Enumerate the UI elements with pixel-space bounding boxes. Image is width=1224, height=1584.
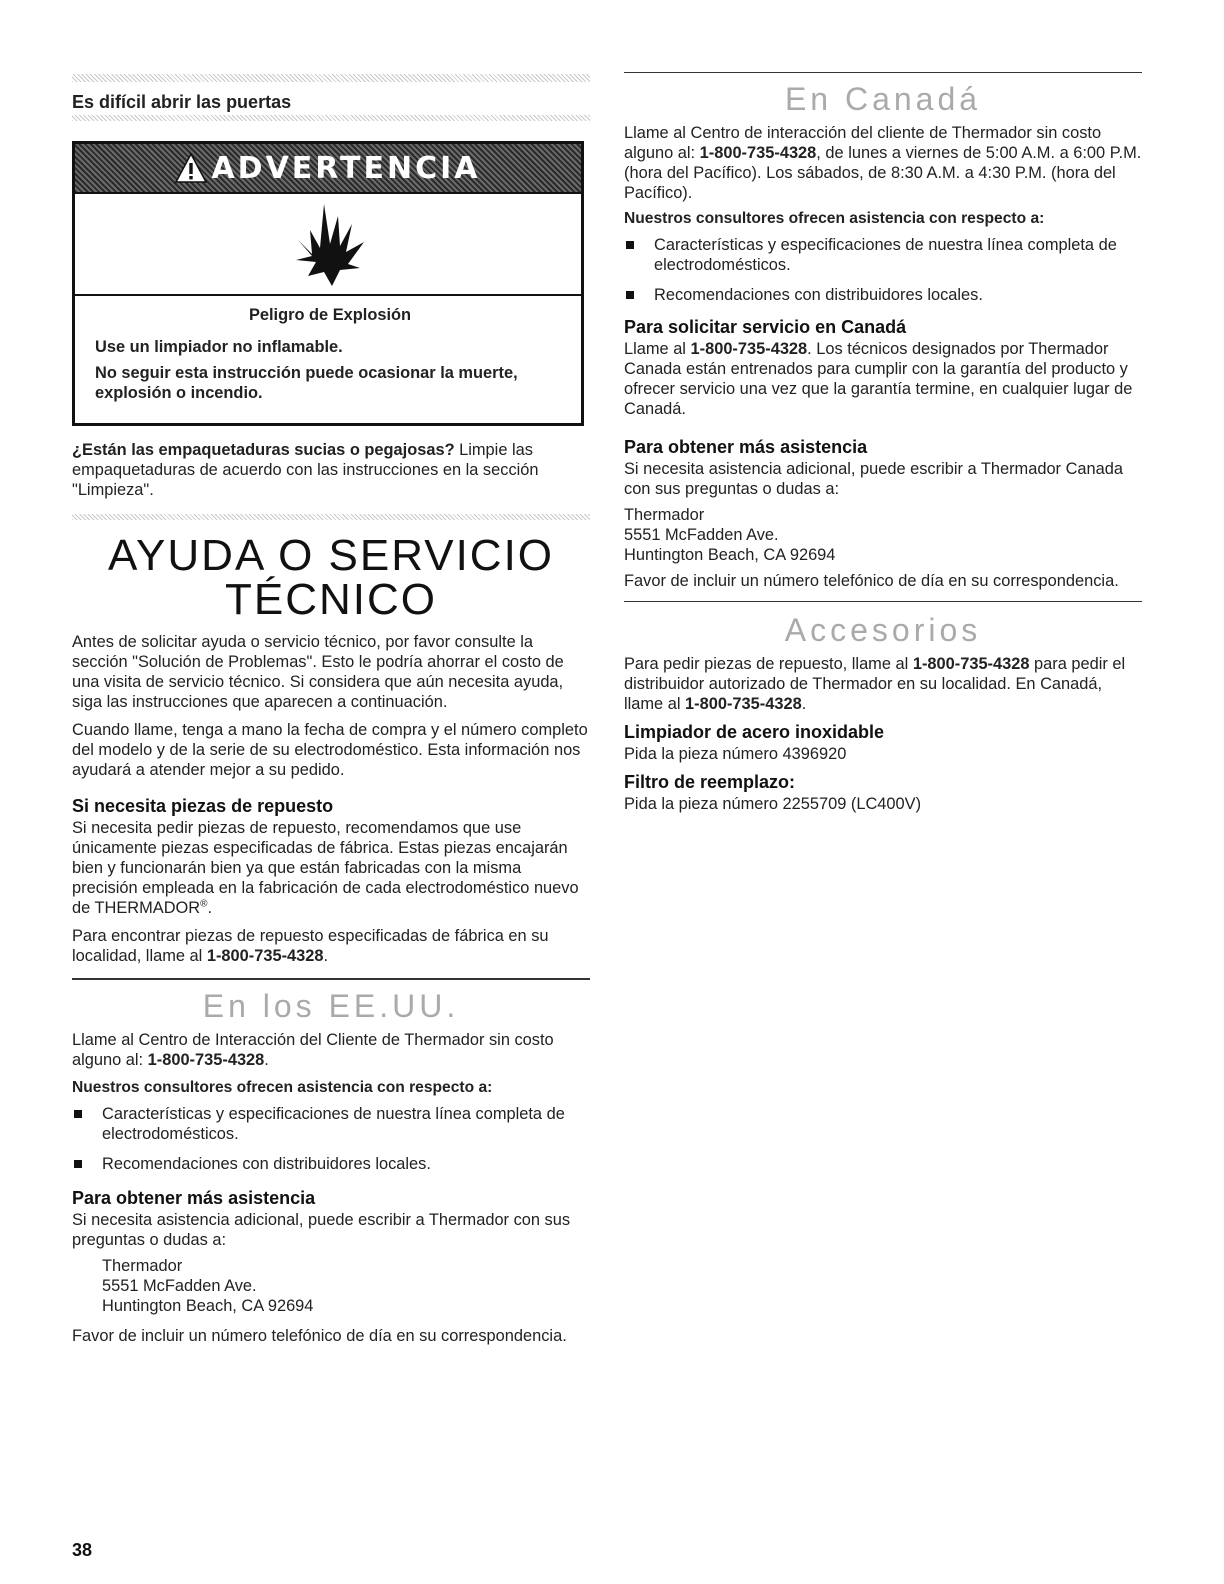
list-item: Recomendaciones con distribuidores locales. — [624, 285, 1142, 305]
registered-mark: ® — [200, 898, 208, 910]
filter-text: Pida la pieza número 2255709 (LC400V) — [624, 795, 922, 813]
parts-find-end: . — [323, 947, 329, 965]
canada-service-heading: Para solicitar servicio en Canadá — [624, 317, 907, 337]
filter-heading: Filtro de reemplazo: — [624, 772, 796, 792]
us-address-line-2: 5551 McFadden Ave. — [102, 1277, 257, 1295]
page-title — [72, 531, 590, 624]
canada-address-line-2: 5551 McFadden Ave. — [624, 526, 779, 544]
warning-line-2: No seguir esta instrucción puede ocasionar la muerte, explosión o incendio. — [95, 364, 518, 402]
canada-address-line-3: Huntington Beach, CA 92694 — [624, 546, 836, 564]
us-rule — [72, 978, 590, 980]
parts-phone: 1-800-735-4328 — [206, 947, 324, 965]
list-item: Características y especificaciones de nuestra línea completa de electrodomésticos. — [624, 235, 1142, 275]
canada-phone-note: Favor de incluir un número telefónico de día en su correspondencia. — [624, 572, 1119, 590]
canada-service-text: Llame al — [624, 340, 691, 358]
accessories-rule — [624, 601, 1142, 602]
gaskets-question: ¿Están las empaquetaduras sucias o pegajosas? — [72, 441, 455, 459]
canada-rule — [624, 72, 1142, 73]
right-column — [624, 72, 1142, 814]
parts-paragraph-2 — [72, 926, 590, 966]
issue-divider-bottom — [72, 115, 590, 121]
cleaner-text: Pida la pieza número 4396920 — [624, 745, 847, 763]
parts-find-text: Para encontrar piezas de repuesto especificadas de fábrica en su localidad, llame al — [72, 927, 549, 965]
intro-paragraph-2: Cuando llame, tenga a mano la fecha de compra y el número completo del modelo y de la serie de su electrodoméstico. Esta información nos ayudará a atender mejor a su pedido. — [72, 721, 588, 779]
page-title-line-1: AYUDA O SERVICIO — [107, 531, 555, 580]
warning-pictogram — [75, 194, 581, 296]
accessories-text-end: . — [801, 695, 807, 713]
warning-triangle-icon — [175, 153, 207, 183]
us-address-line-3: Huntington Beach, CA 92694 — [102, 1297, 314, 1315]
accessories-phone-2: 1-800-735-4328 — [685, 695, 802, 713]
canada-address-line-1: Thermador — [624, 506, 705, 524]
warning-header — [75, 144, 581, 194]
us-text-end: . — [264, 1051, 269, 1069]
us-phone-note: Favor de incluir un número telefónico de día en su correspondencia. — [72, 1327, 567, 1345]
canada-consultants: Nuestros consultores ofrecen asistencia con respecto a: — [624, 210, 1045, 227]
parts-paragraph-1 — [72, 818, 590, 918]
parts-heading: Si necesita piezas de repuesto — [72, 796, 334, 816]
accessories-paragraph — [624, 654, 1142, 714]
list-item: Características y especificaciones de nuestra línea completa de electrodomésticos. — [72, 1104, 590, 1144]
issue-title: Es difícil abrir las puertas — [72, 92, 292, 112]
accessories-phone-1: 1-800-735-4328 — [912, 655, 1030, 673]
us-more-paragraph: Si necesita asistencia adicional, puede escribir a Thermador con sus preguntas o dudas a: — [72, 1211, 571, 1249]
page-number: 38 — [72, 1540, 93, 1560]
us-phone: 1-800-735-4328 — [147, 1051, 265, 1069]
canada-bullet-list — [624, 235, 1142, 305]
us-text: Llame al Centro de Interacción del Cliente de Thermador sin costo alguno al: — [72, 1031, 554, 1069]
canada-service-text-end: . Los técnicos designados por Thermador Canada están entrenados para cumplir con la garantía del producto y ofrecer servicio una vez que la garantía termine, en cualquier lugar de Canadá. — [624, 340, 1133, 418]
us-address — [72, 1256, 590, 1316]
list-item: Recomendaciones con distribuidores locales. — [72, 1154, 590, 1174]
us-consultants: Nuestros consultores ofrecen asistencia con respecto a: — [72, 1079, 493, 1096]
warning-text — [75, 296, 581, 423]
us-paragraph — [72, 1030, 590, 1070]
issue-divider-top — [72, 74, 590, 82]
explosion-icon — [288, 202, 368, 286]
cleaner-heading: Limpiador de acero inoxidable — [624, 722, 885, 742]
us-more-heading: Para obtener más asistencia — [72, 1188, 316, 1208]
accessories-text: Para pedir piezas de repuesto, llame al — [624, 655, 913, 673]
canada-service-paragraph — [624, 339, 1142, 419]
canada-paragraph — [624, 123, 1142, 203]
page-title-line-2: TÉCNICO — [225, 575, 437, 624]
warning-subtitle: Peligro de Explosión — [248, 306, 412, 324]
canada-text-end: , de lunes a viernes de 5:00 A.M. a 6:00 P.M. (hora del Pacífico). Los sábados, de 8:30 A.M. a 4:30 P.M. (hora del Pacífico). — [624, 144, 1142, 202]
accessories-title: Accesorios — [784, 612, 982, 648]
us-bullet-list — [72, 1104, 590, 1174]
warning-box — [72, 141, 584, 426]
left-column — [72, 74, 590, 1346]
canada-phone: 1-800-735-4328 — [699, 144, 817, 162]
warning-line-1: Use un limpiador no inflamable. — [95, 338, 343, 356]
us-title: En los EE.UU. — [202, 988, 460, 1024]
canada-address — [624, 505, 1142, 565]
warning-title: ADVERTENCIA — [211, 150, 481, 186]
gaskets-paragraph — [72, 440, 590, 500]
us-address-line-1: Thermador — [102, 1257, 183, 1275]
canada-title: En Canadá — [784, 81, 982, 117]
canada-text: Llame al Centro de interacción del cliente de Thermador sin costo alguno al: — [624, 124, 1102, 162]
parts-text-end: . — [207, 899, 213, 917]
intro-paragraph-1: Antes de solicitar ayuda o servicio técnico, por favor consulte la sección "Solución de Problemas". Esto le podría ahorrar el costo de una visita de servicio técnico. Si considera que aún necesita ayuda, siga las instrucciones que aparecen a continuación. — [72, 633, 564, 711]
accessories-text-mid: para pedir el distribuidor autorizado de Thermador en su localidad. En Canadá, llame al — [624, 655, 1126, 713]
canada-more-paragraph: Si necesita asistencia adicional, puede escribir a Thermador Canada con sus preguntas o dudas a: — [624, 460, 1123, 498]
canada-service-phone: 1-800-735-4328 — [690, 340, 808, 358]
canada-more-heading: Para obtener más asistencia — [624, 437, 868, 457]
parts-text: Si necesita pedir piezas de repuesto, recomendamos que use únicamente piezas especificadas de fábrica. Estas piezas encajarán bien y funcionarán bien ya que están fabricadas con la misma precisión empleada en la fabricación de cada electrodoméstico nuevo de THERMADOR — [72, 819, 579, 917]
gaskets-text: Limpie las empaquetaduras de acuerdo con las instrucciones en la sección "Limpieza". — [72, 441, 539, 499]
section-divider — [72, 514, 590, 520]
